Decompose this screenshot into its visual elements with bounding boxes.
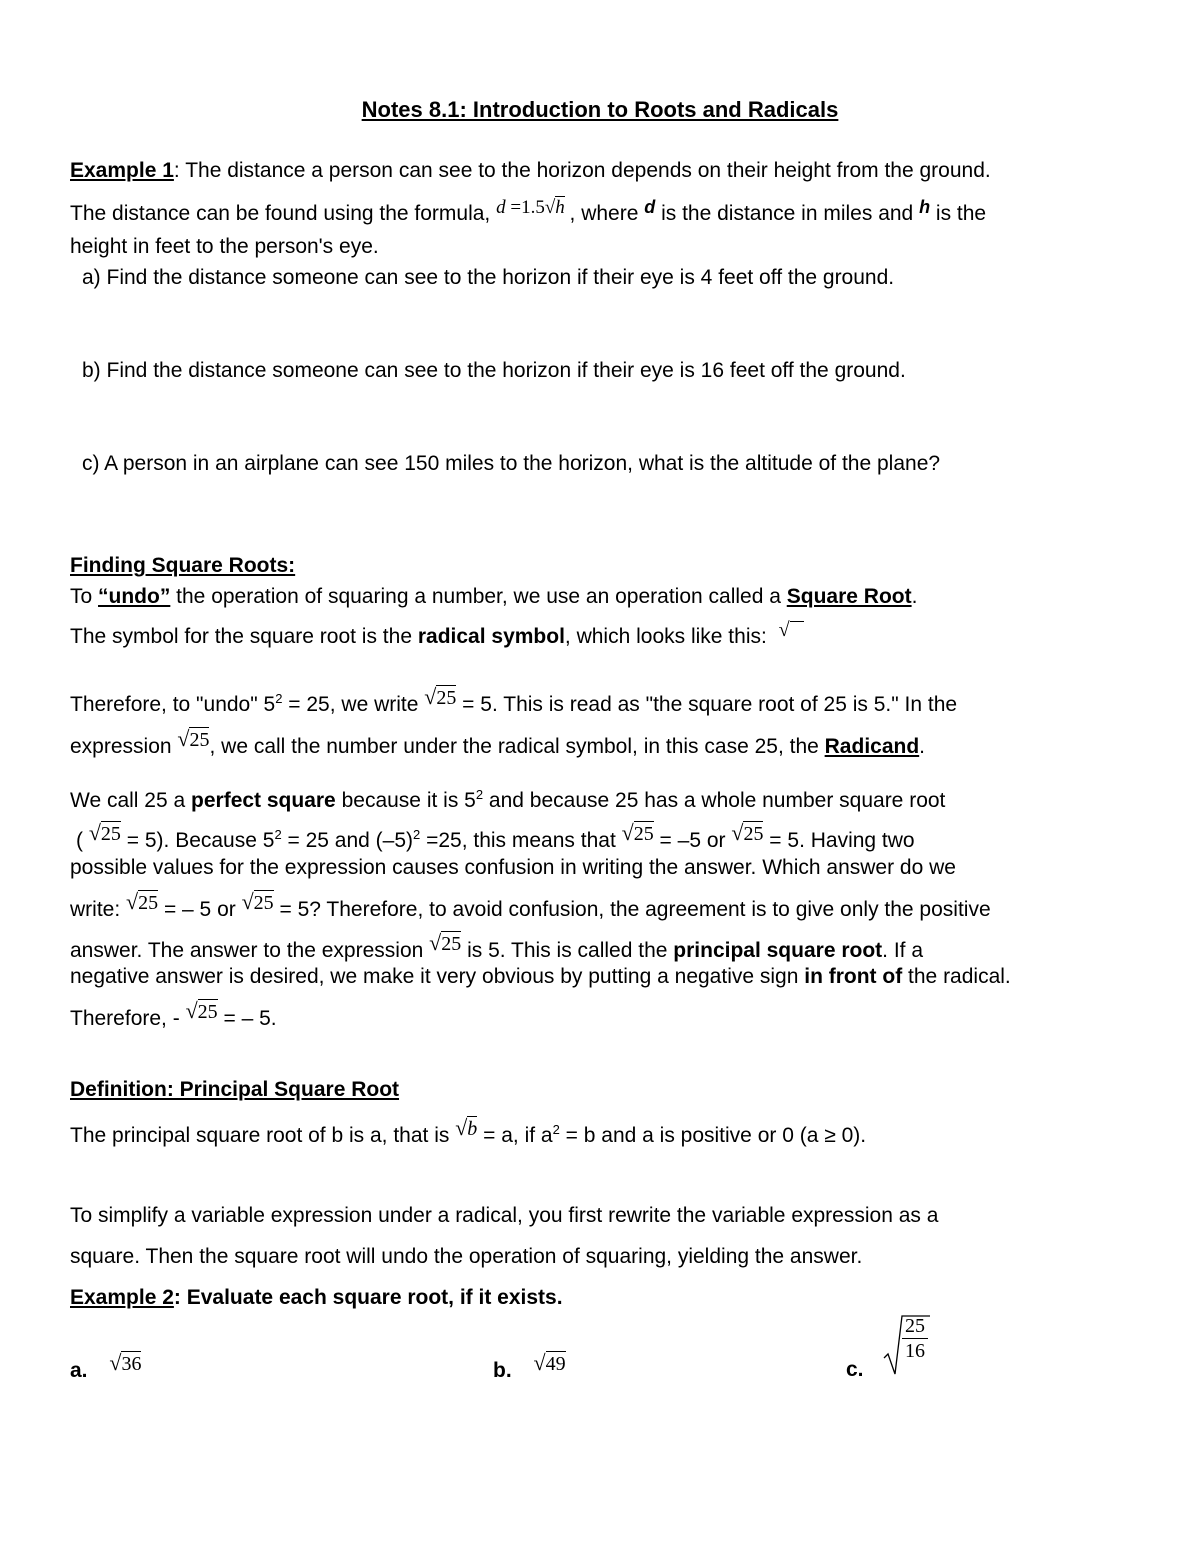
finding-line8: write: √25 = – 5 or √25 = 5? Therefore, to avoid confusion, the agreement is to give only the positive	[70, 889, 991, 921]
definition-heading: Definition: Principal Square Root	[70, 1078, 400, 1101]
radical-symbol-icon: √	[621, 820, 634, 845]
radical-symbol-icon: √	[126, 889, 139, 914]
radical-symbol-icon: √	[177, 726, 190, 751]
example2-label: Example 2	[70, 1286, 174, 1309]
radical-symbol-icon: √	[533, 1350, 546, 1375]
finding-line6: ( √25 = 5). Because $5^2 = 25$ and $(-5)^2 =25$, this means that √25 = –5 or √25 = 5. Having two	[76, 820, 915, 852]
radical-25: √25	[621, 820, 654, 845]
radical-36: √36	[109, 1350, 142, 1375]
radical-symbol-icon: √	[731, 820, 744, 845]
example1-line2: The distance can be found using the formula, d =1.5√h , where d is the distance in miles and h is the	[70, 197, 987, 225]
radical-symbol-icon: √	[429, 930, 442, 955]
distance-formula: d =1.5√h	[496, 197, 565, 218]
radical-25: √25	[424, 684, 457, 709]
example2-heading: Example 2: Evaluate each square root, if it exists.	[70, 1286, 563, 1309]
finding-line4: expression √25, we call the number under the radical symbol, in this case 25, the Radicand.	[70, 726, 926, 758]
finding-line2: The symbol for the square root is the radical symbol, which looks like this: √	[70, 626, 804, 647]
example2-item-b: b. √49	[493, 1350, 566, 1382]
radical-symbol-icon: √	[779, 619, 804, 641]
radical-25: √25	[241, 889, 274, 914]
finding-heading: Finding Square Roots:	[70, 554, 296, 577]
example1-part-a: a) Find the distance someone can see to the horizon if their eye is 4 feet off the ground.	[82, 266, 895, 289]
finding-line10: negative answer is desired, we make it very obvious by putting a negative sign in front of the radical.	[70, 965, 1011, 988]
radical-symbol-icon: √	[241, 889, 254, 914]
radical-symbol-icon: √	[109, 1350, 122, 1375]
radical-symbol-icon: √	[88, 820, 101, 845]
example1-part-b: b) Find the distance someone can see to the horizon if their eye is 16 feet off the ground.	[82, 359, 906, 382]
radical-49: √49	[533, 1350, 566, 1375]
finding-line9: answer. The answer to the expression √25 is 5. This is called the principal square root. If a	[70, 930, 924, 962]
finding-line11: Therefore, - √25 = – 5.	[70, 998, 277, 1030]
radical-25: √25	[731, 820, 764, 845]
radical-25: √25	[88, 820, 121, 845]
radical-symbol-icon: √	[455, 1115, 468, 1140]
example1-line3: height in feet to the person's eye.	[70, 235, 379, 258]
radical-25: √25	[126, 889, 159, 914]
example1-line1: Example 1: The distance a person can see to the horizon depends on their height from the ground.	[70, 159, 991, 182]
radical-symbol-icon: √	[424, 684, 437, 709]
radical-25: √25	[429, 930, 462, 955]
finding-line7: possible values for the expression causes confusion in writing the answer. Which answer do we	[70, 856, 956, 879]
radical-symbol-icon: √	[544, 197, 556, 218]
page-title: Notes 8.1: Introduction to Roots and Radicals	[361, 97, 839, 122]
simplify-line2: square. Then the square root will undo the operation of squaring, yielding the answer.	[70, 1245, 863, 1268]
finding-line1: To “undo” the operation of squaring a number, we use an operation called a Square Root.	[70, 585, 918, 608]
example2-item-c: c.	[846, 1358, 864, 1381]
radical-b: √b	[455, 1115, 478, 1140]
radical-symbol-icon: √	[185, 998, 198, 1023]
finding-line5: We call 25 a perfect square because it is $5^2$ and because 25 has a whole number square root	[70, 787, 946, 812]
simplify-line1: To simplify a variable expression under a radical, you first rewrite the variable expression as a	[70, 1204, 939, 1227]
finding-line3: Therefore, to "undo" $5^2 = 25$, we write √25 = 5. This is read as "the square root of 25 is 5." In the	[70, 684, 958, 716]
example2-item-a: a. √36	[70, 1350, 142, 1382]
example1-part-c: c) A person in an airplane can see 150 miles to the horizon, what is the altitude of the plane?	[82, 452, 941, 475]
definition-line1: The principal square root of b is a, that is √b = a, if $a^2 = b$ and a is positive or 0 (a ≥ 0).	[70, 1115, 867, 1147]
example1-label: Example 1	[70, 159, 174, 182]
radical-25: √25	[177, 726, 210, 751]
radical-25: √25	[185, 998, 218, 1023]
